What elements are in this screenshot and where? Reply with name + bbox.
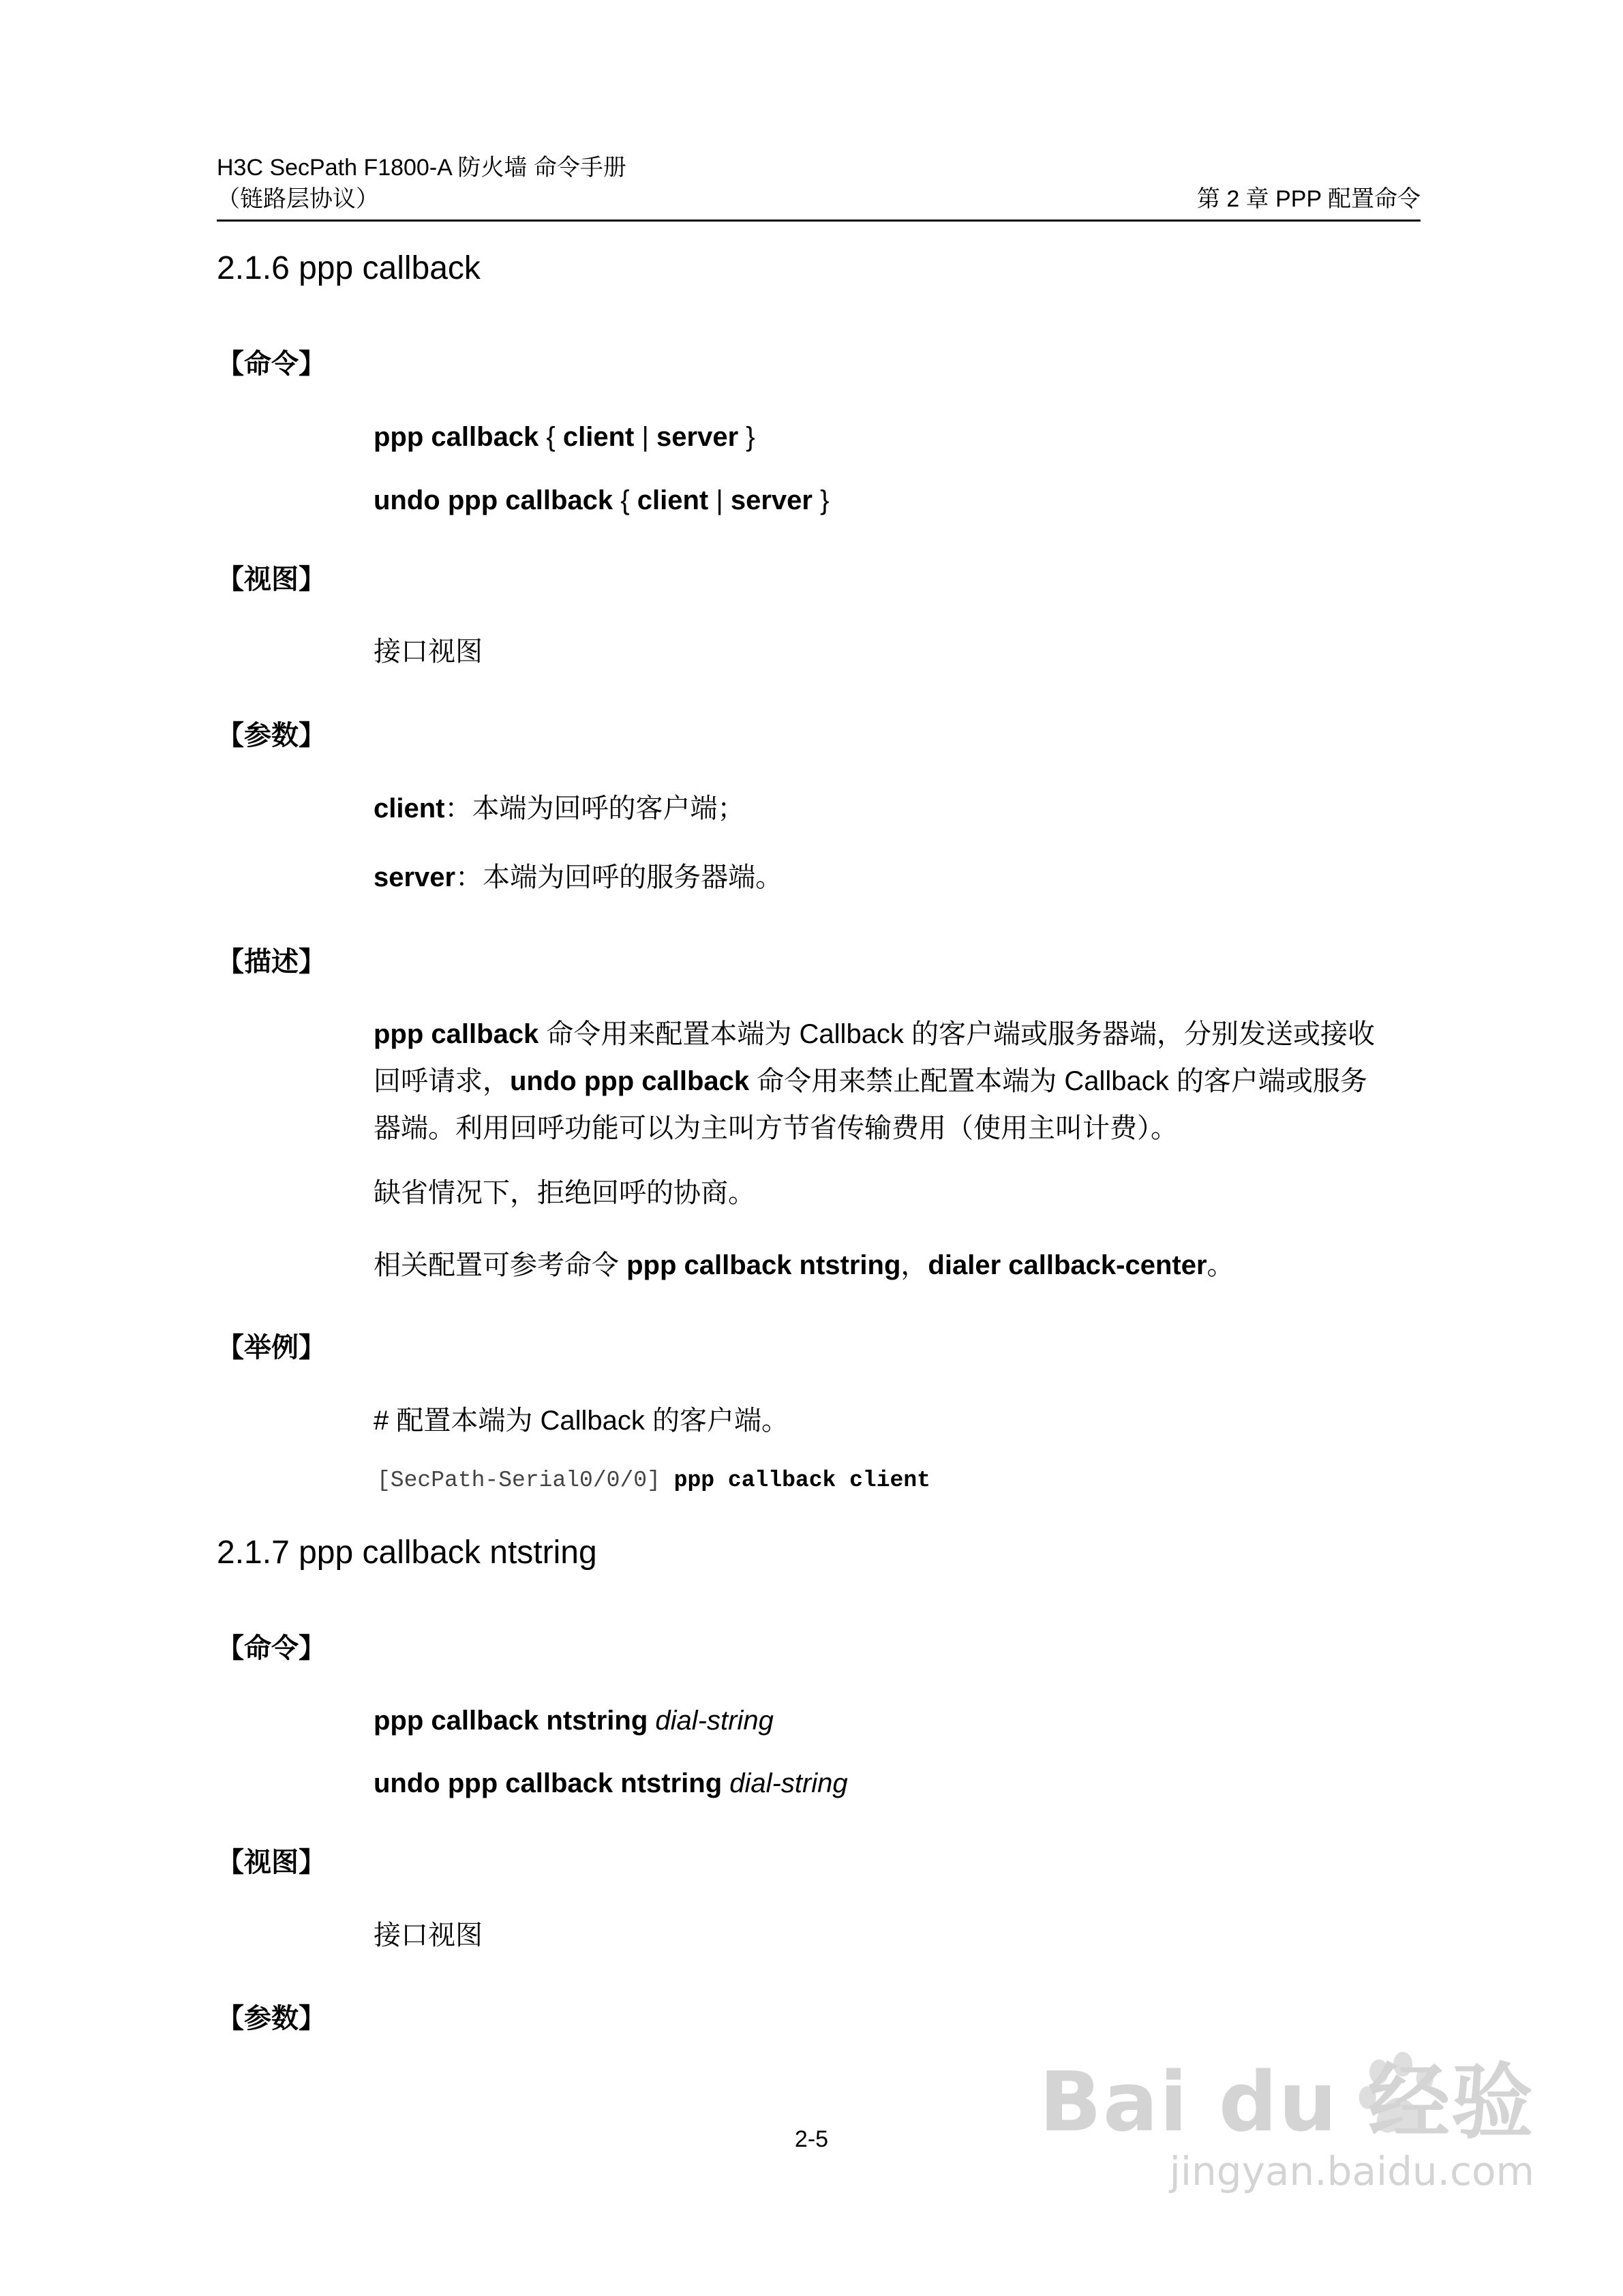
watermark-site: jingyan.baidu.com: [1169, 2148, 1534, 2194]
section-title-ppp-callback-ntstring: 2.1.7 ppp callback ntstring: [217, 1535, 597, 1571]
section-title-ppp-callback: 2.1.6 ppp callback: [217, 250, 481, 286]
page-number: 2-5: [794, 2126, 829, 2152]
example-text: # 配置本端为 Callback 的客户端。: [374, 1406, 789, 1436]
command-syntax-2: ppp callback ntstring dial-string: [374, 1706, 774, 1736]
command-syntax: ppp callback { client | server }: [374, 422, 755, 452]
watermark: [1039, 2055, 1534, 2195]
example-code: [SecPath-Serial0/0/0] ppp callback client: [377, 1468, 930, 1493]
description-line-1: ppp callback 命令用来配置本端为 Callback 的客户端或服务器端，分别发送或接收: [374, 1019, 1376, 1049]
undo-command-syntax-2: undo ppp callback ntstring dial-string: [374, 1768, 848, 1798]
description-line-3: 器端。利用回呼功能可以为主叫方节省传输费用（使用主叫计费）。: [374, 1113, 1178, 1143]
view-text: 接口视图: [374, 637, 483, 667]
description-line-2: 回呼请求，undo ppp callback 命令用来禁止配置本端为 Callback 的客户端或服务: [374, 1066, 1367, 1096]
param-server: server：本端为回呼的服务器端。: [374, 862, 783, 892]
param-label-2: 【参数】: [217, 2003, 326, 2034]
command-label: 【命令】: [217, 348, 326, 380]
description-related: 相关配置可参考命令 ppp callback ntstring，dialer callback-center。: [374, 1250, 1234, 1280]
header-title: H3C SecPath F1800-A 防火墙 命令手册: [217, 155, 626, 181]
param-client: client：本端为回呼的客户端；: [374, 794, 745, 824]
watermark-brand: Bai du 经验: [1039, 2055, 1534, 2150]
undo-command-syntax: undo ppp callback { client | server }: [374, 485, 830, 515]
view-text-2: 接口视图: [374, 1920, 483, 1950]
param-label: 【参数】: [217, 720, 326, 751]
view-label: 【视图】: [217, 564, 326, 595]
command-label-2: 【命令】: [217, 1633, 326, 1664]
view-label-2: 【视图】: [217, 1847, 326, 1878]
header-subtitle: （链路层协议）: [217, 186, 379, 212]
header-chapter: 第 2 章 PPP 配置命令: [1196, 186, 1421, 212]
cmd-keyword: ppp callback: [374, 422, 539, 452]
description-label: 【描述】: [217, 946, 326, 978]
header-rule: [217, 220, 1421, 222]
example-label: 【举例】: [217, 1332, 326, 1363]
description-default: 缺省情况下，拒绝回呼的协商。: [374, 1178, 755, 1208]
